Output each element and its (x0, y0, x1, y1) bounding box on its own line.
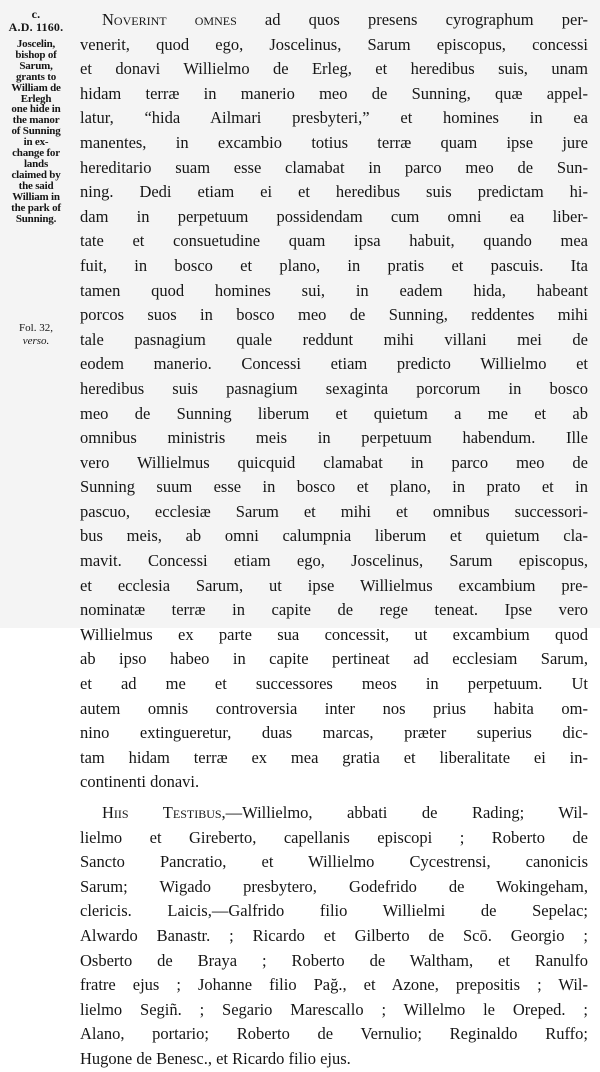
text-line: autem omnis controversia inter nos prius habita om- (80, 698, 588, 718)
margin-note-line: Sarum, (19, 59, 53, 72)
text-line: continenti donavi. (80, 772, 200, 792)
text-line: tam hidam terræ ex mea gratia et liberalitate ei in- (80, 747, 588, 767)
margin-note-line: Sunning. (15, 212, 57, 225)
margin-note-line: bishop of (15, 48, 57, 61)
charter-paragraph (80, 8, 588, 795)
opening-words: Noverint omnes (102, 10, 237, 29)
margin-note-line: the manor (12, 114, 60, 127)
main-text (80, 8, 588, 1072)
text-line: et donavi Willielmo de Erleg, et heredibus suis, unam (80, 59, 588, 79)
text-line: meo de Sunning liberum et quietum a me et ab (80, 403, 588, 423)
text-line: lielmo Segiñ. ; Segario Marescallo ; Willelmo le Oreped. ; (80, 999, 588, 1019)
text-line-rest: ,—Willielmo, abbati de Rading; Wil- (221, 803, 588, 822)
margin-note-line: lands (23, 157, 49, 170)
text-line: heredibus suis pasnagium sexaginta porcorum in bosco (80, 378, 588, 398)
text-line: omnibus ministris meis in perpetuum habendum. Ille (80, 428, 588, 448)
margin-note-line: the said (18, 179, 54, 192)
text-line: Alwardo Banastr. ; Ricardo et Gilberto de Scō. Georgio ; (80, 925, 588, 945)
folio-side: verso. (22, 335, 50, 347)
margin-note-line: of Sunning (11, 125, 61, 138)
folio-number: Fol. 32, (19, 322, 53, 334)
text-line: et ecclesia Sarum, ut ipse Willielmus excambium pre- (80, 575, 588, 595)
text-line: ning. Dedi etiam ei et heredibus suis predictam hi- (80, 182, 588, 202)
text-line: tamen quod homines sui, in eadem hida, habeant (80, 280, 588, 300)
text-line: fuit, in bosco et plano, in pratis et pascuis. Ita (80, 255, 588, 275)
text-line (80, 8, 588, 33)
text-line: manentes, in excambio totius terræ quam ipse jure (80, 132, 588, 152)
margin-note-line: in ex- (23, 136, 49, 149)
margin-date-line: c. (31, 7, 41, 21)
text-line: Sunning suum esse in bosco et plano, in prato et in (80, 477, 588, 497)
text-line: Hugone de Benesc., et Ricardo filio ejus. (80, 1048, 351, 1068)
text-line: lielmo et Gireberto, capellanis episcopi ; Roberto de (80, 827, 588, 847)
text-line: nominatæ terræ in capite de rege teneat. Ipse vero (80, 600, 588, 620)
margin-note-line: grants to (15, 70, 57, 83)
margin-date (0, 8, 72, 34)
margin-date-line: A.D. 1160. (8, 20, 64, 34)
margin-notes (0, 8, 72, 224)
margin-note-line: Erlegh (20, 92, 52, 105)
text-line: pascuo, ecclesiæ Sarum et mihi et omnibus successori- (80, 501, 588, 521)
text-line: hidam terræ in manerio meo de Sunning, quæ appel- (80, 83, 588, 103)
text-line: latur, “hida Ailmari presbyteri,” et homines in ea (80, 108, 588, 128)
text-line: tale pasnagium quale reddunt mihi villani mei de (80, 329, 588, 349)
margin-note-line: claimed by (11, 168, 61, 181)
margin-note-line: the park of (11, 201, 61, 214)
text-line: nino extingueretur, duas marcas, præter superius dic- (80, 723, 588, 743)
margin-note-line: Joscelin, (16, 38, 56, 50)
text-line: eodem manerio. Concessi etiam predicto Willielmo et (80, 354, 588, 374)
text-line-rest: ad quos presens cyrographum per- (236, 10, 588, 29)
text-line: dam in perpetuum possidendam cum omni ea liber- (80, 206, 588, 226)
folio-reference (0, 322, 72, 348)
text-line: Sancto Pancratio, et Willielmo Cycestrensi, canonicis (80, 852, 588, 872)
text-line: hereditario suam esse clamabat in parco meo de Sun- (80, 157, 588, 177)
margin-note-line: change for (12, 147, 60, 160)
text-line: venerit, quod ego, Joscelinus, Sarum episcopus, concessi (80, 34, 588, 54)
text-line: fratre ejus ; Johanne filio Pağ., et Azone, prepositis ; Wil- (80, 975, 588, 995)
text-line: clericis. Laicis,—Galfrido filio Willielmi de Sepelac; (80, 901, 588, 921)
text-line: Alano, portario; Roberto de Vernulio; Reginaldo Ruffo; (80, 1024, 588, 1044)
text-line: mavit. Concessi etiam ego, Joscelinus, Sarum episcopus, (80, 551, 588, 571)
witness-heading: Hiis Testibus (102, 803, 222, 822)
margin-summary (0, 39, 72, 224)
margin-note-line: William de (11, 81, 61, 94)
text-line: Willielmus ex parte sua concessit, ut excambium quod (80, 624, 588, 644)
text-line: porcos suos in bosco meo de Sunning, reddentes mihi (80, 305, 588, 325)
margin-note-line: one hide in (11, 103, 61, 116)
text-line (80, 801, 588, 826)
text-line: ab ipso habeo in capite pertineat ad ecclesiam Sarum, (80, 649, 588, 669)
margin-note-line: William in (12, 190, 60, 203)
text-line: vero Willielmus quicquid clamabat in parco meo de (80, 452, 588, 472)
text-line: tate et consuetudine quam ipsa habuit, quando mea (80, 231, 588, 251)
text-line: Osberto de Braya ; Roberto de Waltham, et Ranulfo (80, 950, 588, 970)
text-line: Sarum; Wigado presbytero, Godefrido de Wokingeham, (80, 876, 588, 896)
witnesses-paragraph (80, 801, 588, 1072)
text-line: et ad me et successores meos in perpetuum. Ut (80, 674, 588, 694)
text-line: bus meis, ab omni calumpnia liberum et quietum cla- (80, 526, 588, 546)
